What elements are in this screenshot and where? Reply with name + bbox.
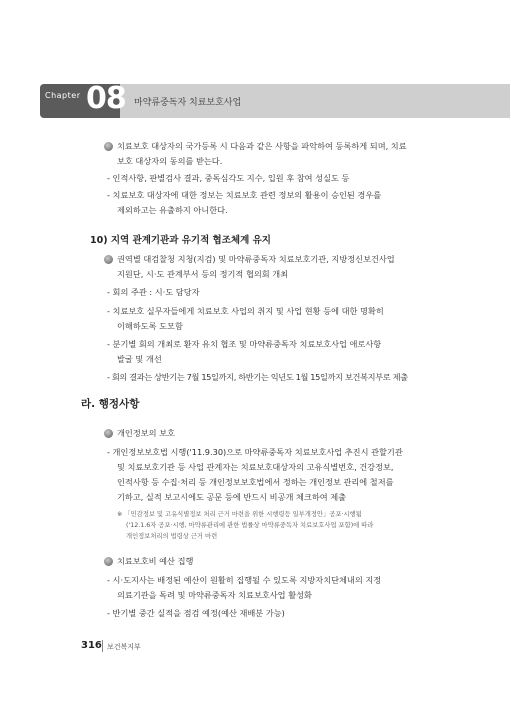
body-line: 개인정보의 보호: [117, 428, 175, 438]
body-line: 보호 대상자의 동의를 받는다.: [117, 156, 223, 166]
list-item: - 반기별 중간 실적을 점검 예정(예산 재배분 가능): [107, 608, 285, 618]
body-line: 치료보호 대상자의 국가등록 시 다음과 같은 사항을 파악하여 등록하게 되며, 치료: [117, 141, 407, 151]
list-item-continuation: 기하고, 실적 보고시에도 공문 등에 반드시 비공개 체크하여 제출: [117, 492, 347, 502]
body-line: 권역별 대검찰청 지청(지검) 및 마약류중독자 치료보호기관, 지방정신보건사업: [117, 254, 395, 264]
list-item-continuation: 제외하고는 유출하지 아니한다.: [117, 205, 228, 215]
list-item: - 치료보호 실무자들에게 치료보호 사업의 취지 및 사업 현황 등에 대한 명확히: [107, 306, 384, 316]
list-item: - 시·도지사는 배정된 예산이 원활히 집행될 수 있도록 지방자치단체내의 지정: [107, 575, 382, 585]
chapter-label: Chapter: [45, 91, 81, 100]
footnote-line: ('12.1.6자 공포·시행, 마약류관리에 관한 법률상 마약류중독자 치료보호사업 포함)에 따라: [126, 522, 374, 529]
list-item: - 회의 주관 : 시·도 담당자: [107, 287, 200, 297]
list-item: - 분기별 회의 개최로 환자 유치 협조 및 마약류중독자 치료보호사업 애로사항: [107, 339, 382, 349]
chapter-number: 08: [86, 81, 126, 116]
body-line: 지원단, 시·도 관계부서 등의 정기적 협의회 개최: [117, 269, 289, 279]
list-item: - 개인정보보호법 시행('11.9.30)으로 마약류중독자 치료보호사업 추진시 관할기관: [107, 447, 403, 457]
list-item: - 회의 결과는 상반기는 7월 15일까지, 하반기는 익년도 1월 15일까지 보건복지부로 제출: [107, 372, 408, 382]
section-heading: 10) 지역 관계기관과 유기적 협조체계 유지: [90, 235, 271, 246]
footnote-line: 개인정보처리의 법령상 근거 마련: [126, 533, 218, 540]
list-item: - 치료보호 대상자에 대한 정보는 치료보호 관련 정보의 활용이 승인된 경우를: [107, 190, 382, 200]
bullet-icon: [104, 255, 113, 264]
chapter-title: 마약류중독자 치료보호사업: [134, 98, 242, 108]
publisher-name: 보건복지부: [107, 643, 141, 651]
bullet-icon: [104, 429, 113, 438]
list-item-continuation: 의료기관을 독려 및 마약류중독자 치료보호사업 활성화: [117, 590, 312, 600]
body-line: 치료보호비 예산 집행: [117, 556, 194, 566]
list-item-continuation: 이해하도록 도모함: [117, 321, 183, 331]
list-item-continuation: 인적사항 등 수집·처리 등 개인정보보호법에서 정하는 개인정보 관리에 철저를: [117, 477, 394, 487]
footnote-line: ※ 「민감정보 및 고유식별정보 처리 근거 마련을 위한 시행령등 일부개정안」공포·시행됨: [117, 511, 362, 518]
footer-divider: [102, 640, 103, 652]
list-item-continuation: 및 치료보호기관 등 사업 관계자는 치료보호대상자의 고유식별번호, 건강정보,: [117, 462, 394, 472]
bullet-icon: [104, 142, 113, 151]
list-item: - 인적사항, 판별검사 결과, 중독심각도 지수, 입원 후 참여 성실도 등: [107, 173, 350, 183]
list-item-continuation: 발굴 및 개선: [117, 354, 162, 364]
section-heading: 라. 행정사항: [81, 398, 140, 410]
page-number: 316: [81, 640, 102, 651]
bullet-icon: [104, 557, 113, 566]
